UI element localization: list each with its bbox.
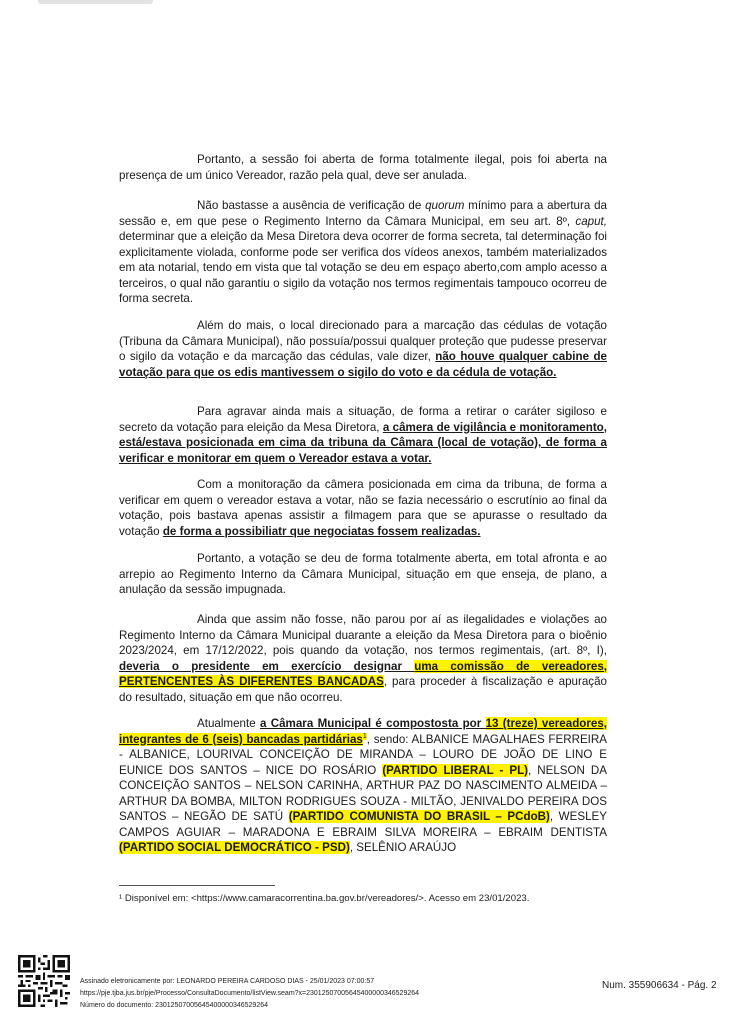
footnote-divider [119,885,275,886]
paragraph-4: Para agravar ainda mais a situação, de forma a retirar o caráter sigiloso e secreto da votação para eleição da Mesa Diretora, a câmera de vigilância e monitoramento, está/estava posicionada em cima da tribuna da Câmara (local de votação), de forma a verificar e monitorar em quem o Vereador estava a votar. [119,405,607,465]
viewer-top-bar [38,0,153,4]
paragraph-5: Com a monitoração da câmera posicionada em cima da tribuna, de forma a verificar em quem o vereador estava a votar, não se fazia necessário o escrutínio ao final da votação, pois bastava apenas assistir a filmagem para que se apurasse o resultado da votação de forma a possibiliatr que negociatas fossem realizadas. [119,478,607,538]
paragraph-1: Portanto, a sessão foi aberta de forma totalmente ilegal, pois foi aberta na presença de um único Vereador, razão pela qual, deve ser anulada. [119,153,607,182]
paragraph-2: Não bastasse a ausência de verificação de quorum mínimo para a abertura da sessão e, em que pese o Regimento Interno da Câmara Municipal, em seu art. 8º, caput, determinar que a eleição da Mesa Diretora deva ocorrer de forma secreta, tal determinação foi explicitamente violada, conforme pode ser verifica dos vídeos anexos, também materializados em ata notarial, tendo em vista que tal votação se deu em espaço aberto,com amplo acesso a terceiros, o qual não garantiu o sigilo da votação nos termos regimentais tampouco ocorreu de forma secreta. [119,199,607,305]
footnote: ¹ Disponível em: <https://www.camaracorrentina.ba.gov.br/vereadores/>. Acesso em 23/01/2023. [119,893,530,904]
document-number: Número do documento: 23012507005645400000346529264 [80,1002,268,1009]
qr-code [18,955,70,1007]
page-number: Num. 355906634 - Pág. 2 [602,980,717,991]
paragraph-3: Além do mais, o local direcionado para a marcação das cédulas de votação (Tribuna da Câmara Municipal), não possuía/possui qualquer proteção que pudesse preservar o sigilo da votação e da marcação das cédulas, vale dizer, não houve qualquer cabine de votação para que os edis mantivessem o sigilo do voto e da cédula de votação. [119,319,607,379]
signature-line: Assinado eletronicamente por: LEONARDO PEREIRA CARDOSO DIAS - 25/01/2023 07:00:57 [80,978,375,985]
footnote-ref: 1 [362,732,367,740]
signature-url: https://pje.tjba.jus.br/pje/Processo/ConsultaDocumento/listView.seam?x=23012507005645400000346529264 [80,990,420,997]
paragraph-6: Portanto, a votação se deu de forma totalmente aberta, em total afronta e ao arrepio ao Regimento Interno da Câmara Municipal, situação em que enseja, de plano, a anulação da sessão impugnada. [119,552,607,596]
paragraph-8: Atualmente a Câmara Municipal é compostosta por 13 (treze) vereadores, integrantes de 6 (seis) bancadas partidárias$^1$, sendo: ALBANICE MAGALHAES FERREIRA - ALBANICE, LOURIVAL CONCEIÇÃO DE MIRANDA – LOURO DE JOÃO DE LINO E EUNICE DOS SANTOS – NICE DO ROSÁRIO (PARTIDO LIBERAL - PL), NELSON DA CONCEIÇÃO SANTOS – NELSON CARINHA, ARTHUR PAZ DO NASCIMENTO ALMEIDA – ARTHUR DA BOMBA, MILTON RODRIGUES SOUZA - MILTÃO, JENIVALDO PEREIRA DOS SANTOS – NEGÃO DE SATÚ (PARTIDO COMUNISTA DO BRASIL – PCdoB), WESLEY CAMPOS AGUIAR – MARADONA E EBRAIM SILVA MOREIRA – EBRAIM DENTISTA (PARTIDO SOCIAL DEMOCRÁTICO - PSD), SELÊNIO ARAÚJO [119,717,607,854]
paragraph-7: Ainda que assim não fosse, não parou por aí as ilegalidades e violações ao Regimento Interno da Câmara Municipal duarante a eleição da Mesa Diretora para o bioênio 2023/2024, em 17/12/2022, pois quando da votação, nos termos regimentais, (art. 8º, I), deveria o presidente em exercício designar uma comissão de vereadores, PERTENCENTES ÀS DIFERENTES BANCADAS, para proceder à fiscalização e apuração do resultado, situação em que não ocorreu. [119,613,607,704]
